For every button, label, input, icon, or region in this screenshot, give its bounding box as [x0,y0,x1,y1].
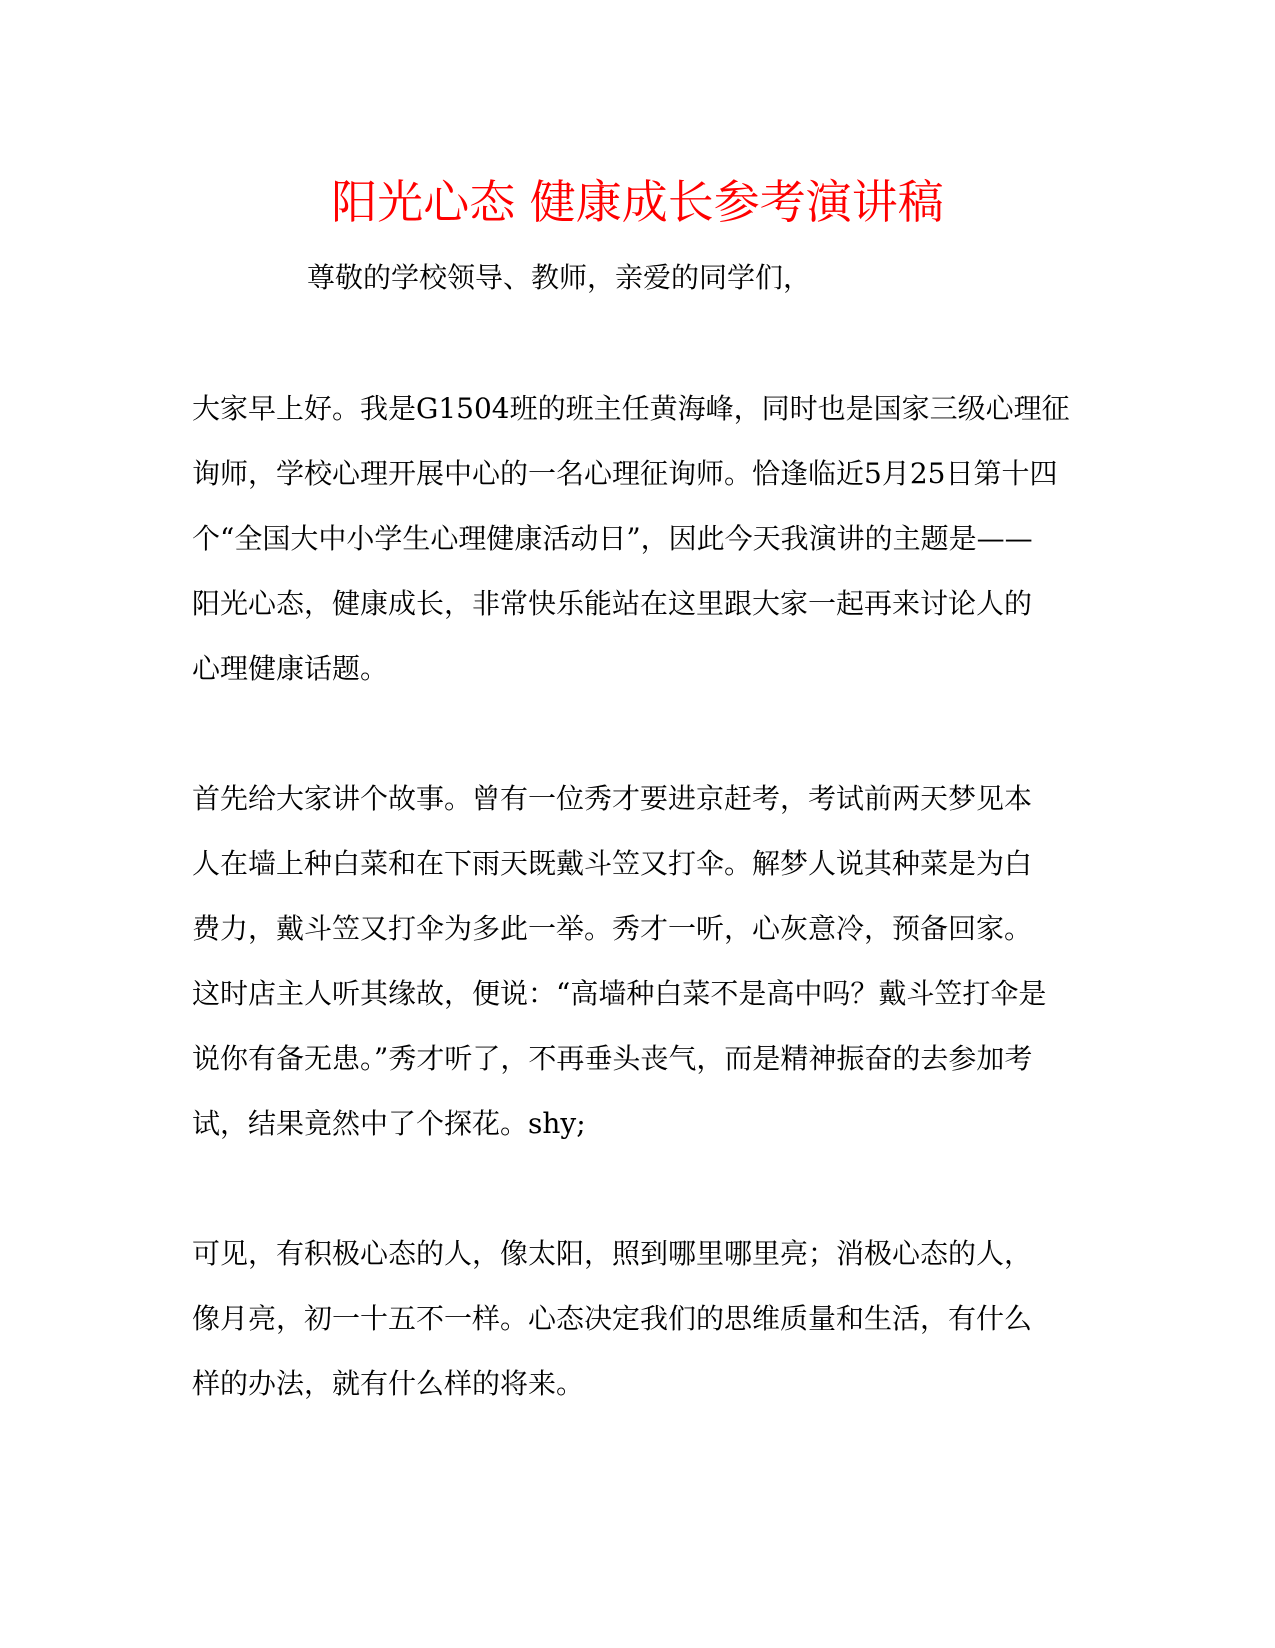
document-title: 阳光心态 健康成长参考演讲稿 [331,175,944,229]
paragraph-line: 大家早上好。我是G1504班的班主任黄海峰，同时也是国家三级心理征 [192,392,1070,425]
paragraph-line: 阳光心态，健康成长，非常快乐能站在这里跟大家一起再来讨论人的 [192,587,1033,620]
salutation: 尊敬的学校领导、教师，亲爱的同学们， [307,261,812,294]
paragraph-line: 首先给大家讲个故事。曾有一位秀才要进京赶考，考试前两天梦见本 [192,782,1033,815]
paragraph-line: 可见，有积极心态的人，像太阳，照到哪里哪里亮；消极心态的人， [192,1237,1033,1270]
paragraph-1 [192,376,1092,701]
paragraph-line: 心理健康话题。 [192,652,389,685]
paragraph-line: 询师，学校心理开展中心的一名心理征询师。恰逢临近5月25日第十四 [192,457,1058,490]
paragraph-line: 费力，戴斗笠又打伞为多此一举。秀才一听，心灰意冷，预备回家。 [192,912,1033,945]
paragraph-line: 说你有备无患。”秀才听了，不再垂头丧气，而是精神振奋的去参加考 [192,1042,1033,1075]
paragraph-3 [192,1221,1092,1416]
paragraph-line: 个“全国大中小学生心理健康活动日”，因此今天我演讲的主题是—— [192,522,1033,555]
paragraph-line: 这时店主人听其缘故，便说：“高墙种白菜不是高中吗？戴斗笠打伞是 [192,977,1047,1010]
paragraph-2 [192,766,1092,1156]
paragraph-line: 样的办法，就有什么样的将来。 [192,1367,585,1400]
paragraph-line: 试，结果竟然中了个探花。shy; [192,1107,586,1140]
paragraph-line: 人在墙上种白菜和在下雨天既戴斗笠又打伞。解梦人说其种菜是为白 [192,847,1033,880]
paragraph-line: 像月亮，初一十五不一样。心态决定我们的思维质量和生活，有什么 [192,1302,1033,1335]
